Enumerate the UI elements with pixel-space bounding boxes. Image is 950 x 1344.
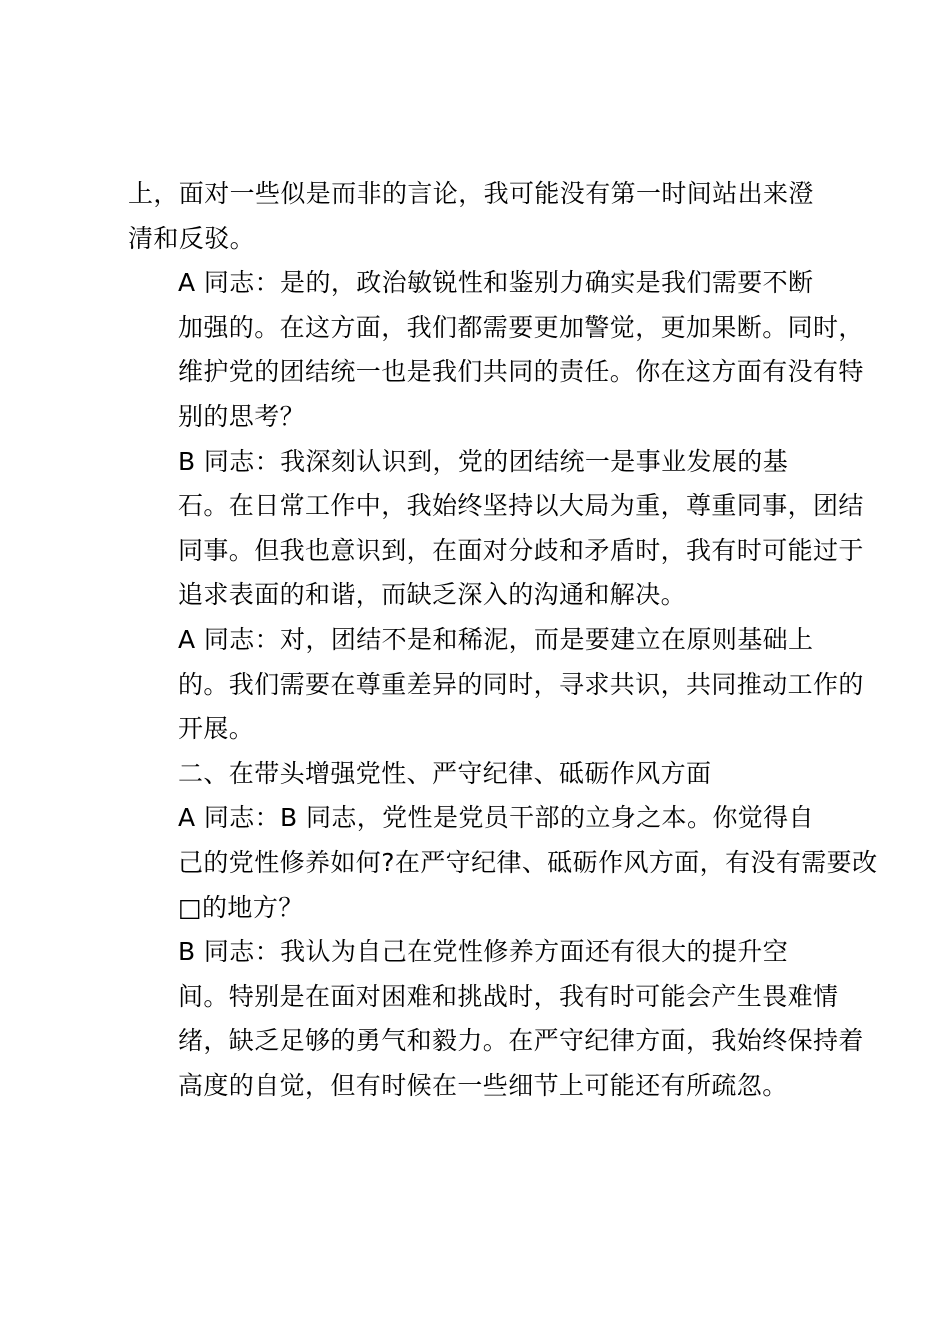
text-line: 石。在日常工作中，我始终坚持以大局为重，尊重同事，团结 (178, 491, 864, 521)
text-line: B 同志：我深刻认识到，党的团结统一是事业发展的基 (178, 446, 789, 476)
paragraph-a-party-spirit (128, 796, 878, 930)
paragraph-a-unity-principle (128, 618, 864, 752)
text-line: 开展。 (178, 714, 255, 744)
text-line: 维护党的团结统一也是我们共同的责任。你在这方面有没有特 (178, 357, 864, 387)
paragraph-a-political-sensitivity (128, 261, 864, 439)
text-line: 加强的。在这方面，我们都需要更加警觉，更加果断。同时， (178, 312, 864, 342)
paragraph-b-party-spirit (128, 930, 864, 1108)
text-line: A 同志：对，团结不是和稀泥，而是要建立在原则基础上 (178, 624, 814, 654)
document-body (128, 172, 878, 1108)
text-line: □的地方？ (178, 892, 304, 922)
paragraph-continuation (128, 172, 824, 261)
text-line: 同事。但我也意识到，在面对分歧和矛盾时，我有时可能过于 (178, 535, 864, 565)
text-line: 间。特别是在面对困难和挑战时，我有时可能会产生畏难情 (178, 981, 839, 1011)
text-line: A 同志：B 同志，党性是党员干部的立身之本。你觉得自 (178, 803, 814, 833)
text-line: 上，面对一些似是而非的言论，我可能没有第一时间站出来澄 (128, 179, 814, 208)
text-line: 清和反驳。 (128, 223, 256, 253)
section-heading (128, 752, 824, 797)
text-line: A 同志：是的，政治敏锐性和鉴别力确实是我们需要不断 (178, 268, 814, 298)
paragraph-b-unity (128, 440, 864, 618)
text-line: 绪，缺乏足够的勇气和毅力。在严守纪律方面，我始终保持着 (178, 1026, 864, 1056)
text-line: 高度的自觉，但有时候在一些细节上可能还有所疏忽。 (178, 1070, 788, 1100)
text-line: 别的思考？ (178, 401, 306, 431)
text-line: 己的党性修养如何?在严守纪律、砥砺作风方面，有没有需要改 (178, 847, 878, 877)
text-line: 的。我们需要在尊重差异的同时，寻求共识，共同推动工作的 (178, 669, 864, 699)
text-line: 二、在带头增强党性、严守纪律、砥砺作风方面 (178, 758, 712, 788)
text-line: 追求表面的和谐，而缺乏深入的沟通和解决。 (178, 580, 687, 610)
text-line: B 同志：我认为自己在党性修养方面还有很大的提升空 (178, 937, 789, 967)
